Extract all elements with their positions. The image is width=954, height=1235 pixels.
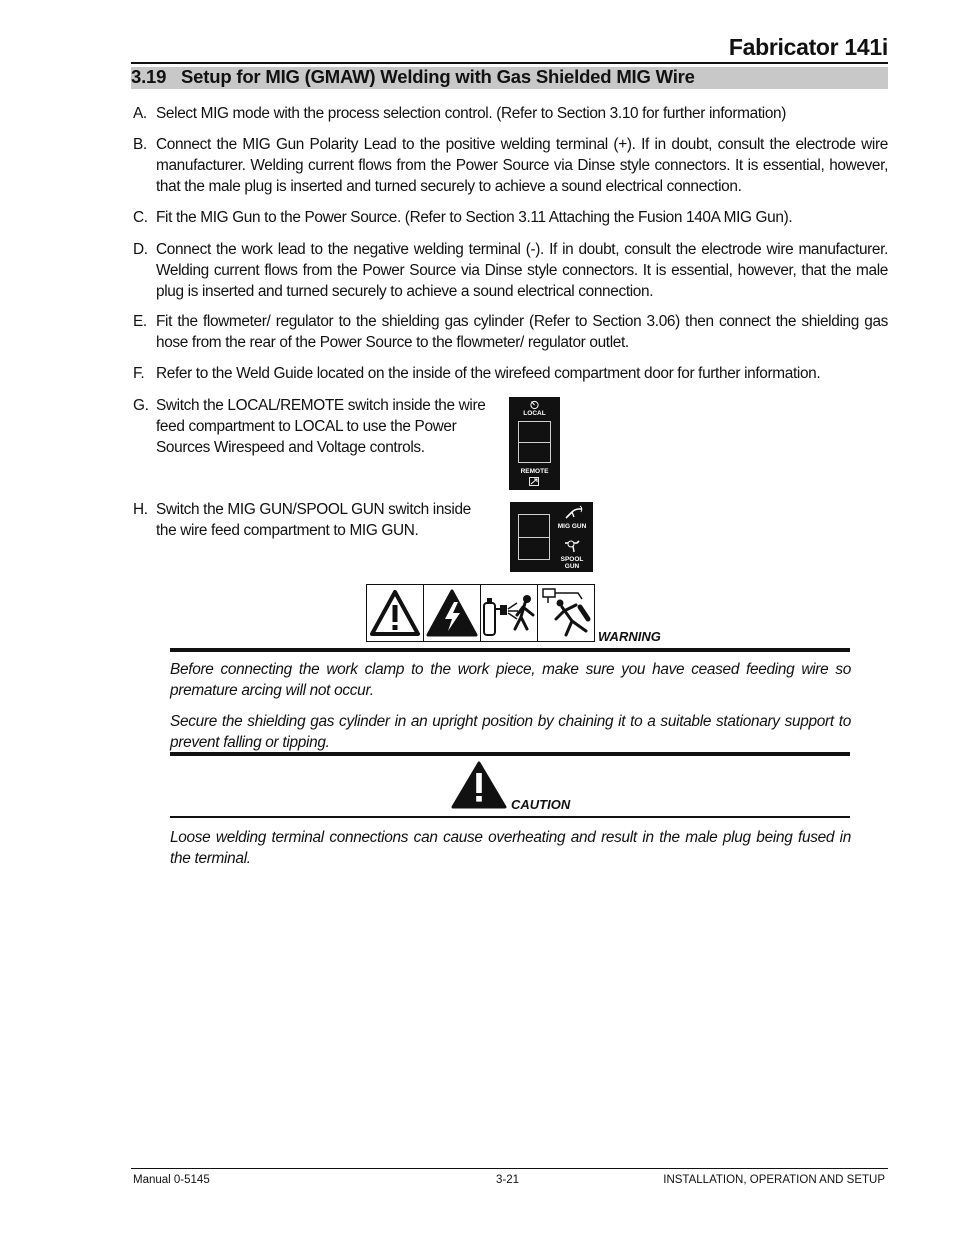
warning-label: WARNING (598, 629, 661, 644)
step-h (133, 499, 493, 541)
step-text: Connect the work lead to the negative welding terminal (-). If in doubt, consult the electrode wire manufacturer. Welding current flows from the Power Source via Dinse style connectors. It is essential, however, that the male plug is inserted and turned securely to achieve a sound electrical connection. (156, 241, 888, 300)
general-warning-icon (366, 584, 424, 642)
mig-gun-label: MIG GUN (557, 523, 587, 530)
footer-rule (131, 1168, 888, 1169)
rocker-switch (518, 421, 551, 463)
local-label: LOCAL (523, 410, 546, 417)
header-rule (131, 62, 888, 64)
caution-label: CAUTION (511, 797, 571, 812)
gas-cylinder-hazard-icon (480, 584, 538, 642)
spool-gun-icon (563, 538, 585, 555)
caution-rule (170, 816, 850, 818)
step-g (133, 395, 493, 458)
remote-arrow-icon (529, 477, 540, 487)
step-text: Switch the MIG GUN/SPOOL GUN switch inside the wire feed compartment to MIG GUN. (156, 501, 471, 539)
mig-gun-icon (564, 505, 584, 520)
step-text: Select MIG mode with the process selection control. (Refer to Section 3.10 for further information) (156, 105, 787, 122)
section-heading: 3.19 Setup for MIG (GMAW) Welding with Gas Shielded MIG Wire (131, 66, 695, 87)
step-text: Fit the flowmeter/ regulator to the shielding gas cylinder (Refer to Section 3.06) then connect the shielding gas hose from the rear of the Power Source to the flowmeter/ regulator outlet. (156, 313, 888, 351)
step-letter: C. (133, 209, 148, 226)
local-dial-icon (529, 400, 540, 410)
local-remote-switch-panel (509, 397, 560, 490)
step-text: Fit the MIG Gun to the Power Source. (Refer to Section 3.11 Attaching the Fusion 140A MIG Gun). (156, 209, 793, 226)
mig-spool-switch-panel (510, 502, 593, 572)
footer-manual-number: Manual 0-5145 (133, 1174, 210, 1186)
step-text: Switch the LOCAL/REMOTE switch inside the wire feed compartment to LOCAL to use the Power Sources Wirespeed and Voltage controls. (156, 397, 486, 456)
step-e (133, 311, 888, 353)
step-letter: H. (133, 501, 148, 518)
gun-label: GUN (564, 563, 580, 570)
step-letter: E. (133, 313, 147, 330)
step-b (133, 134, 888, 197)
step-letter: G. (133, 397, 149, 414)
falling-cylinder-icon (537, 584, 595, 642)
step-d (133, 239, 888, 302)
warning-paragraph-1: Before connecting the work clamp to the work piece, make sure you have ceased feeding wire so premature arcing will not occur. (170, 661, 851, 699)
step-a (133, 103, 888, 124)
step-text: Connect the MIG Gun Polarity Lead to the positive welding terminal (+). If in doubt, consult the electrode wire manufacturer. Welding current flows from the Power Source via Dinse style connectors. It is essential, however, that the male plug is inserted and turned securely to achieve a sound electrical connection. (156, 136, 888, 195)
step-letter: F. (133, 365, 145, 382)
step-letter: D. (133, 241, 148, 258)
caution-paragraph: Loose welding terminal connections can cause overheating and result in the male plug being fused in the terminal. (170, 829, 851, 867)
rocker-switch (518, 514, 550, 560)
step-letter: A. (133, 105, 147, 122)
caution-icon (450, 760, 508, 810)
remote-label: REMOTE (520, 468, 549, 475)
warning-top-rule (170, 648, 850, 652)
step-f (133, 363, 888, 384)
step-c (133, 207, 888, 228)
footer-chapter-title: INSTALLATION, OPERATION AND SETUP (663, 1174, 885, 1186)
step-letter: B. (133, 136, 147, 153)
electric-shock-icon (423, 584, 481, 642)
warning-paragraph-2: Secure the shielding gas cylinder in an upright position by chaining it to a suitable stationary support to prevent falling or tipping. (170, 713, 851, 751)
warning-bottom-rule (170, 752, 850, 756)
footer-page-number: 3-21 (496, 1174, 520, 1186)
step-text: Refer to the Weld Guide located on the inside of the wirefeed compartment door for further information. (156, 365, 821, 382)
product-title: Fabricator 141i (728, 34, 888, 60)
spool-label: SPOOL (560, 556, 584, 563)
